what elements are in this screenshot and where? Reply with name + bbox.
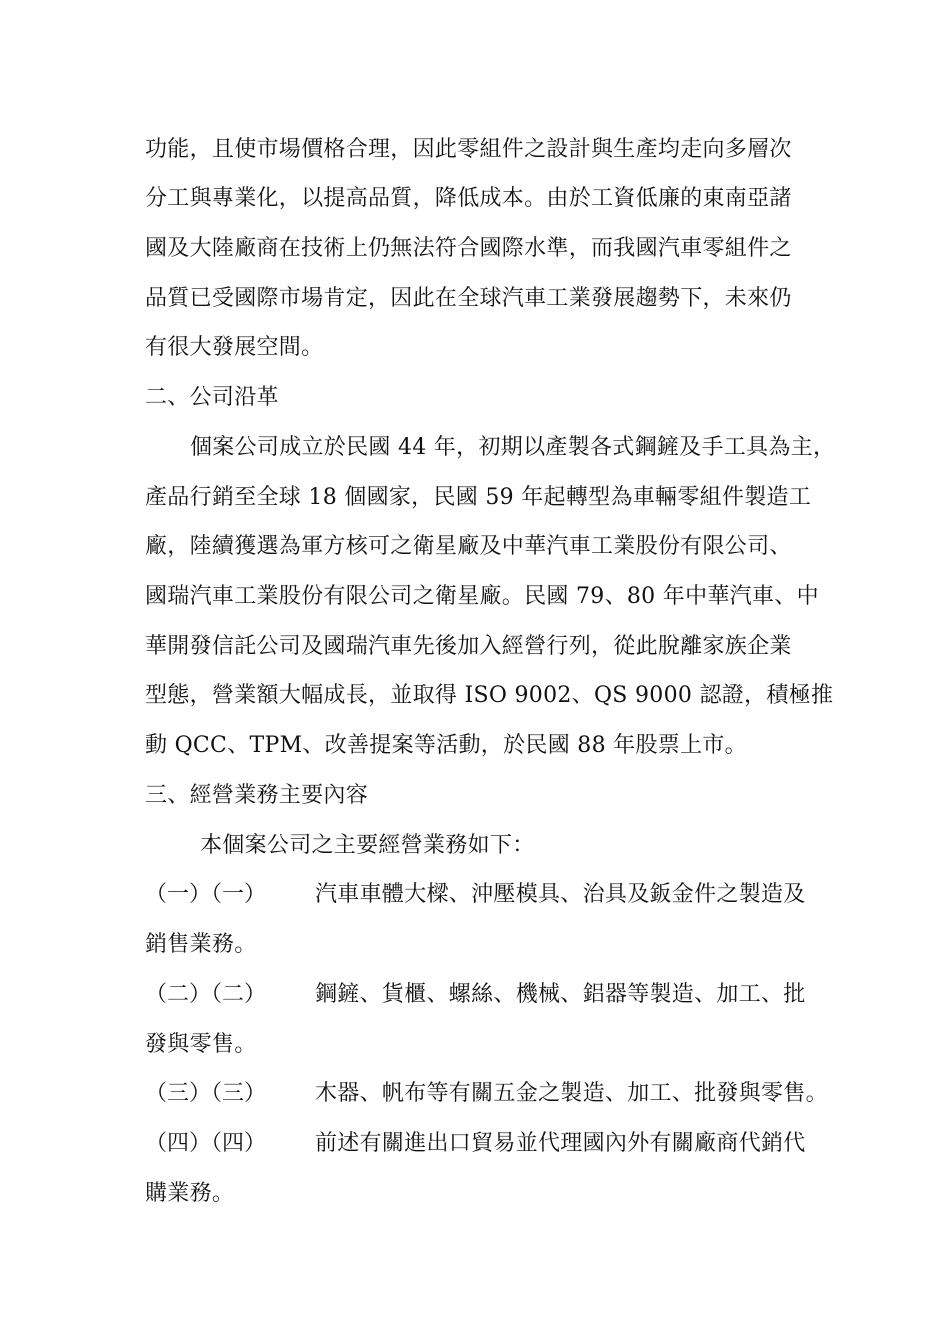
- list-item-label: （一）（一）: [145, 882, 267, 907]
- paragraph-line: 個案公司成立於民國 44 年，初期以產製各式鋼鏟及手工具為主，: [190, 435, 836, 460]
- paragraph-line: 功能，且使市場價格合理，因此零組件之設計與生產均走向多層次: [145, 137, 792, 162]
- section-intro: 本個案公司之主要經營業務如下：: [200, 833, 535, 858]
- paragraph-line: 型態，營業額大幅成長，並取得 ISO 9002、QS 9000 認證，積極推: [145, 683, 834, 708]
- paragraph-line: 華開發信託公司及國瑞汽車先後加入經營行列，從此脫離家族企業: [145, 634, 792, 659]
- section-heading: 三、經營業務主要內容: [145, 783, 369, 808]
- list-item-label: （三）（三）: [145, 1081, 267, 1106]
- list-item-text: 前述有關進出口貿易並代理國內外有關廠商代銷代: [315, 1131, 806, 1156]
- paragraph-line: 國及大陸廠商在技術上仍無法符合國際水準，而我國汽車零組件之: [145, 236, 792, 261]
- list-item-text: 鋼鏟、貨櫃、螺絲、機械、鋁器等製造、加工、批: [315, 982, 806, 1007]
- section-heading: 二、公司沿革: [145, 385, 279, 410]
- list-item-continuation: 購業務。: [145, 1181, 235, 1206]
- paragraph-line: 品質已受國際市場肯定，因此在全球汽車工業發展趨勢下，未來仍: [145, 286, 792, 311]
- list-item-continuation: 銷售業務。: [145, 932, 257, 957]
- paragraph-line: 廠，陸續獲選為軍方核可之衛星廠及中華汽車工業股份有限公司、: [145, 534, 792, 559]
- paragraph-line: 分工與專業化，以提高品質，降低成本。由於工資低廉的東南亞諸: [145, 186, 792, 211]
- list-item-label: （二）（二）: [145, 982, 267, 1007]
- paragraph-line: 產品行銷至全球 18 個國家，民國 59 年起轉型為車輛零組件製造工: [145, 485, 812, 510]
- paragraph-line: 國瑞汽車工業股份有限公司之衛星廠。民國 79、80 年中華汽車、中: [145, 584, 819, 609]
- list-item-text: 木器、帆布等有關五金之製造、加工、批發與零售。: [315, 1081, 828, 1106]
- list-item-label: （四）（四）: [145, 1131, 267, 1156]
- paragraph-line: 有很大發展空間。: [145, 335, 324, 360]
- paragraph-line: 動 QCC、TPM、改善提案等活動，於民國 88 年股票上市。: [145, 733, 747, 758]
- list-item-continuation: 發與零售。: [145, 1032, 257, 1057]
- list-item-text: 汽車車體大樑、沖壓模具、治具及鈑金件之製造及: [315, 882, 806, 907]
